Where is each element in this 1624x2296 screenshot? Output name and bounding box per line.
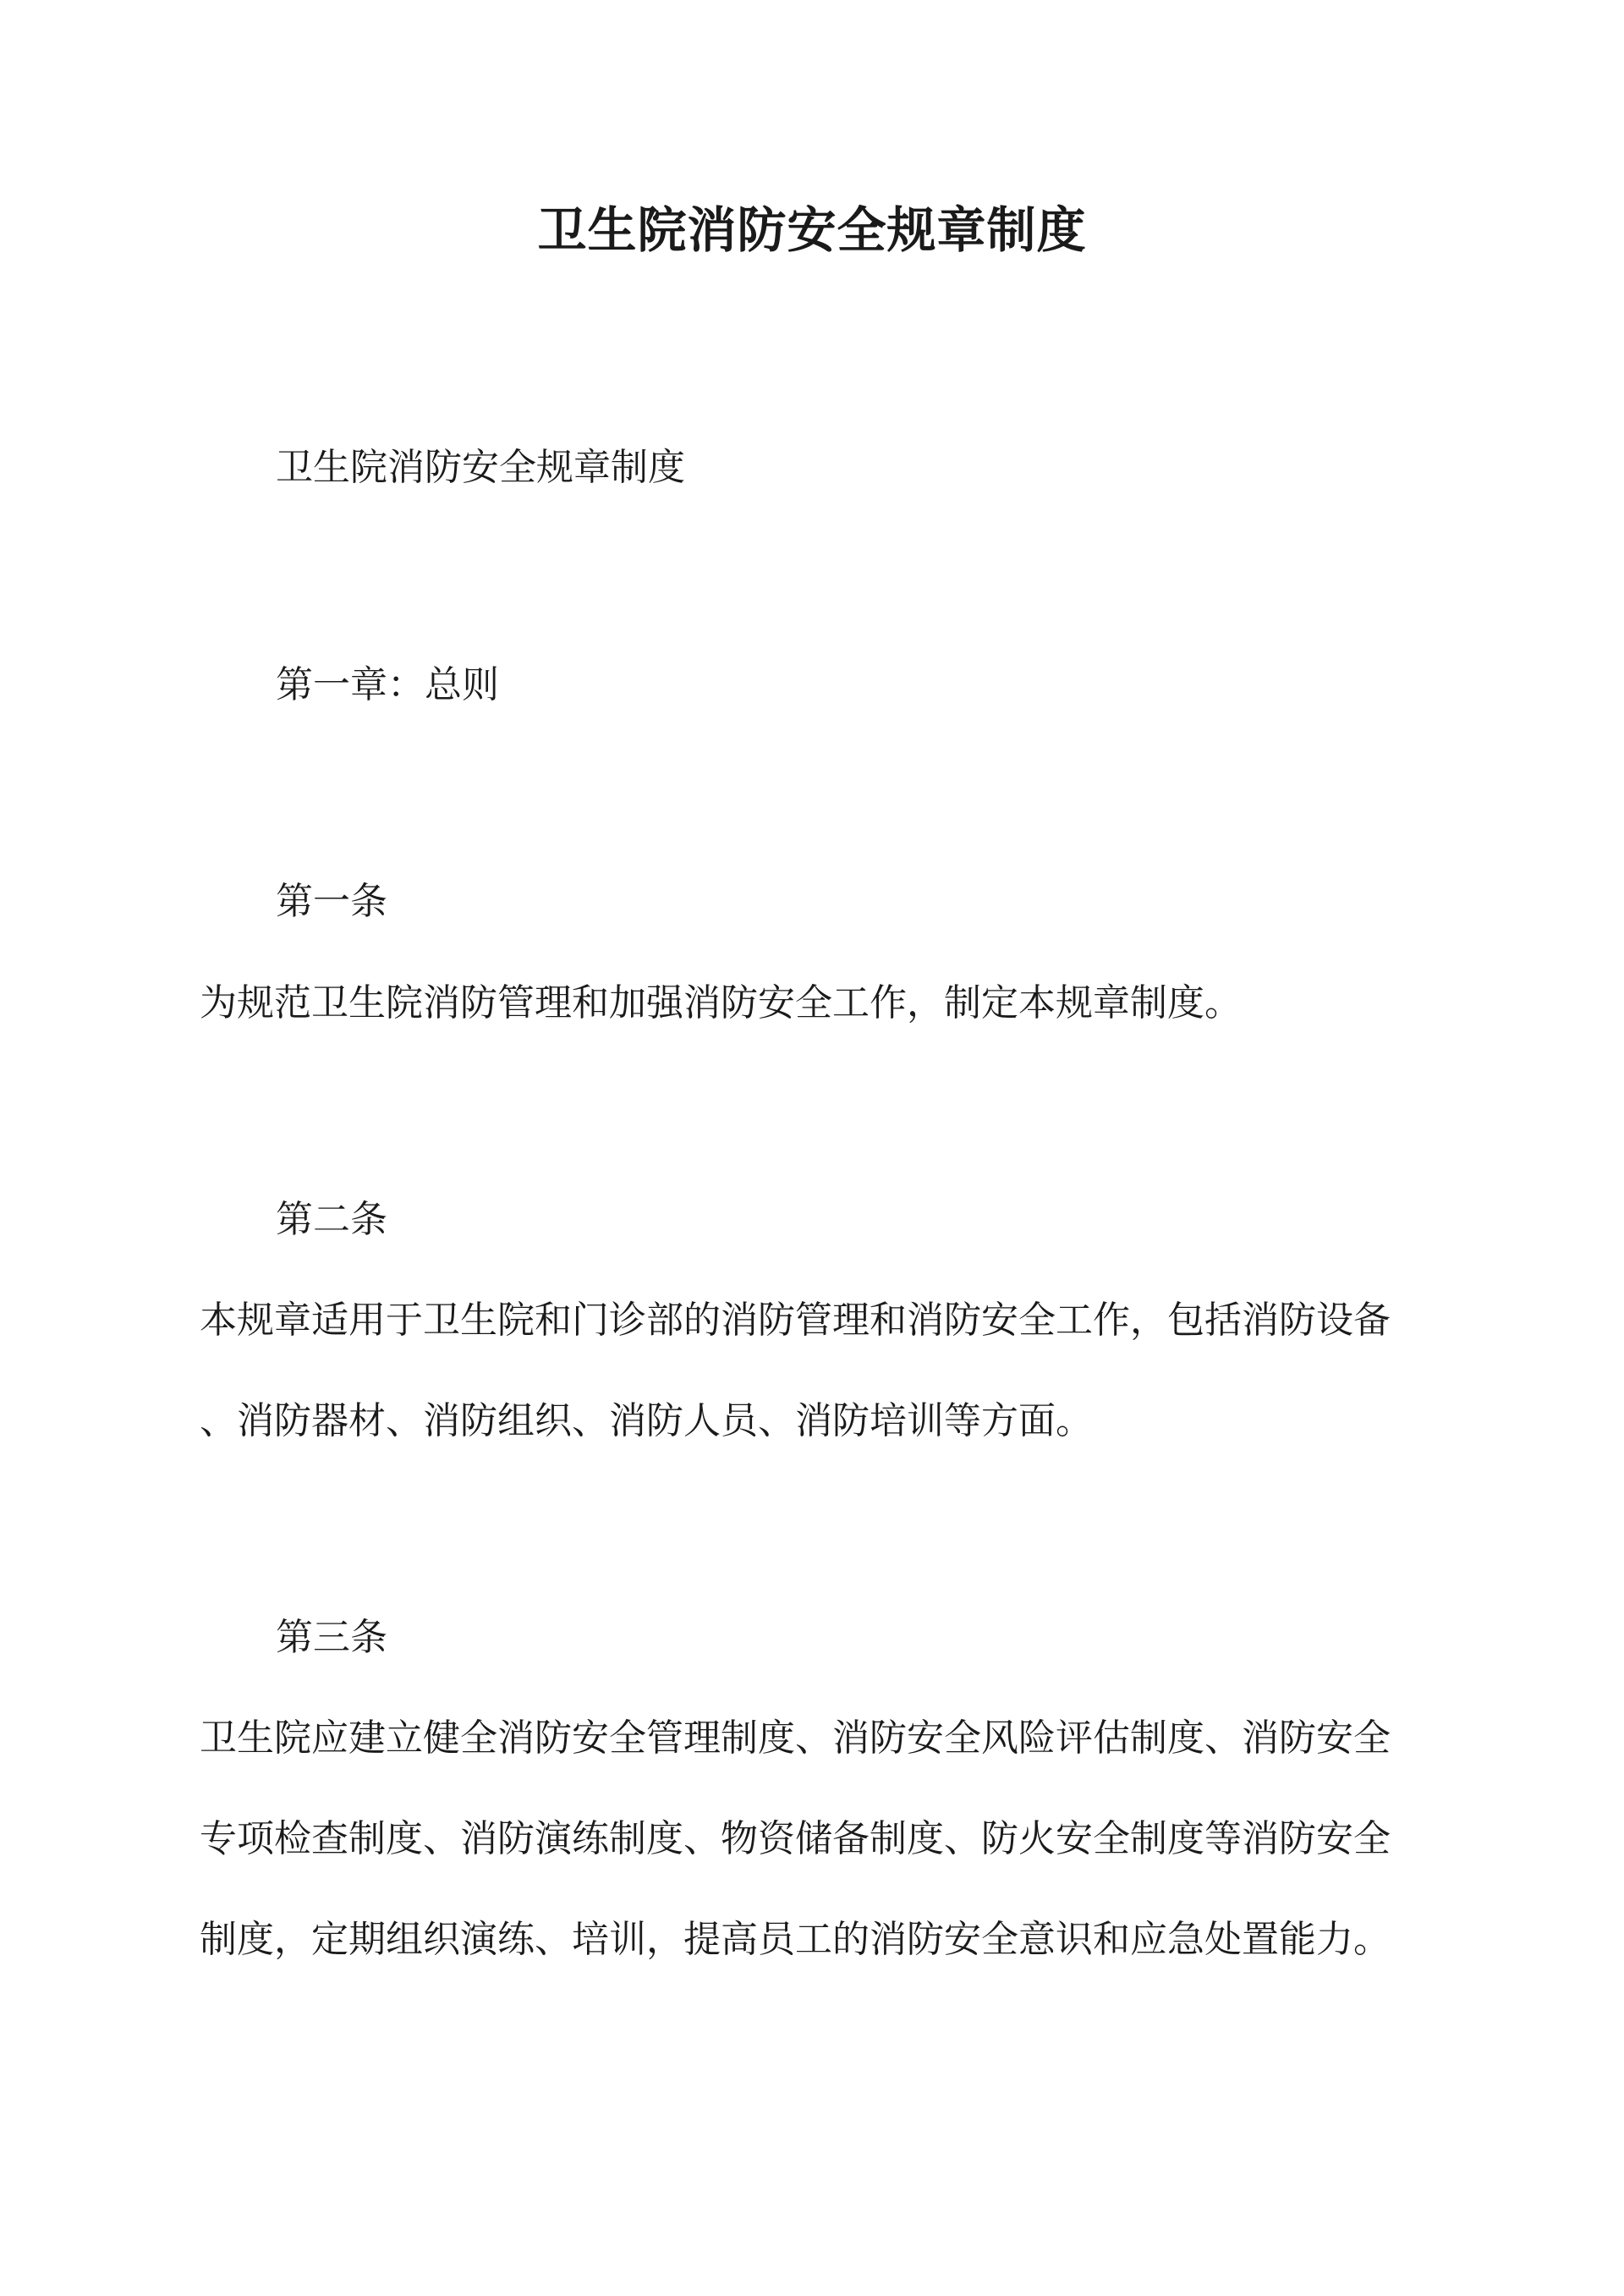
chapter-heading: 第一章：总则	[276, 663, 499, 706]
article-heading: 第三条	[276, 1616, 387, 1659]
article-text-line: 专项检查制度、消防演练制度、物资储备制度、防火安全制度等消防安全	[200, 1817, 1391, 1860]
article-heading: 第二条	[276, 1198, 387, 1241]
article-text-line: 、消防器材、消防组织、消防人员、消防培训等方面。	[200, 1399, 1093, 1442]
article-text-line: 卫生院应建立健全消防安全管理制度、消防安全风险评估制度、消防安全	[200, 1717, 1391, 1760]
article-text-line: 制度，定期组织演练、培训，提高员工的消防安全意识和应急处置能力。	[200, 1918, 1391, 1961]
document-subtitle: 卫生院消防安全规章制度	[276, 446, 685, 489]
article-text-line: 为规范卫生院消防管理和加强消防安全工作，制定本规章制度。	[200, 981, 1242, 1024]
document-title: 卫生院消防安全规章制度	[537, 201, 1087, 259]
article-heading: 第一条	[276, 880, 387, 923]
article-text-line: 本规章适用于卫生院和门诊部的消防管理和消防安全工作，包括消防设备	[200, 1299, 1391, 1342]
